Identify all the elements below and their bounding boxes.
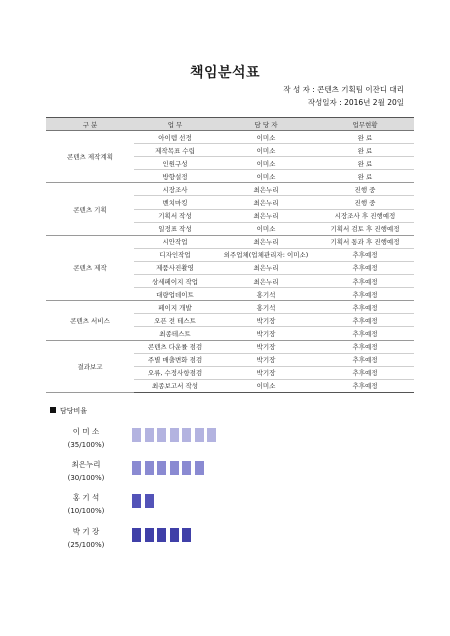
task-cell: 시안작업 [134,235,216,248]
owner-cell: 최은누리 [216,183,316,196]
ratio-bar-unit [170,461,179,475]
status-cell: 추후예정 [316,288,414,301]
category-cell: 콘텐츠 기획 [46,183,134,235]
header-status: 업무현황 [316,118,414,131]
status-cell: 추후예정 [316,261,414,274]
status-cell: 기획서 검토 후 진행예정 [316,222,414,235]
task-cell: 벤치마킹 [134,196,216,209]
status-cell: 완 료 [316,131,414,144]
owner-cell: 이미소 [216,379,316,392]
person-percent: (25/100%) [67,541,105,549]
category-cell: 결과보고 [46,340,134,392]
owner-cell: 최은누리 [216,235,316,248]
ratio-bar-unit [182,428,191,442]
table-row [46,131,414,144]
square-bullet-icon [50,407,56,413]
category-cell: 콘텐츠 제작계획 [46,131,134,183]
owner-cell: 홍기석 [216,288,316,301]
header-task: 업 무 [134,118,216,131]
ratio-bar-unit [195,461,204,475]
table-row [46,183,414,196]
status-cell: 추후예정 [316,275,414,288]
task-cell: 최종테스트 [134,327,216,340]
owner-cell: 외주업체(업체관리자: 이미소) [216,248,316,261]
ratio-bar-unit [207,428,216,442]
task-cell: 대량업데이트 [134,288,216,301]
person-name: 최은누리 [71,460,101,469]
task-cell: 오류, 수정사항점검 [134,366,216,379]
task-cell: 아이템 선정 [134,131,216,144]
status-cell: 추후예정 [316,301,414,314]
person-percent: (35/100%) [67,441,105,449]
owner-cell: 최은누리 [216,261,316,274]
status-cell: 추후예정 [316,327,414,340]
status-cell: 완 료 [316,144,414,157]
task-cell: 최종보고서 작성 [134,379,216,392]
person-label [46,426,126,449]
table-row [46,301,414,314]
task-cell: 인원구성 [134,157,216,170]
owner-cell: 최은누리 [216,275,316,288]
person-label [46,526,126,549]
status-cell: 추후예정 [316,248,414,261]
status-cell: 시장조사 후 진행예정 [316,209,414,222]
status-cell: 추후예정 [316,379,414,392]
status-cell: 추후예정 [316,366,414,379]
ratio-bar-unit [182,528,191,542]
task-cell: 오픈 전 테스트 [134,314,216,327]
status-cell: 기획서 통과 후 진행예정 [316,235,414,248]
responsibility-table [46,117,414,393]
date-line: 작성일자 : 2016년 2월 20일 [307,98,404,107]
owner-cell: 최은누리 [216,196,316,209]
owner-cell: 최은누리 [216,209,316,222]
category-cell: 콘텐츠 제작 [46,235,134,300]
task-cell: 디자인작업 [134,248,216,261]
ratio-bar-unit [195,428,204,442]
person-name: 박 기 장 [72,527,100,536]
author-line: 작 성 자 : 콘텐츠 기획팀 이잔디 대리 [283,85,404,94]
ratio-bar-unit [170,528,179,542]
owner-cell: 홍기석 [216,301,316,314]
ratio-bar-unit [182,461,191,475]
owner-cell: 박기장 [216,353,316,366]
person-percent: (30/100%) [67,474,105,482]
owner-cell: 이미소 [216,157,316,170]
table-header-row [46,118,414,131]
owner-cell: 이미소 [216,170,316,183]
header-owner: 담 당 자 [216,118,316,131]
owner-cell: 박기장 [216,314,316,327]
category-cell: 콘텐츠 서비스 [46,301,134,340]
status-cell: 진행 중 [316,183,414,196]
status-cell: 추후예정 [316,314,414,327]
task-cell: 시장조사 [134,183,216,196]
task-cell: 상세페이지 작업 [134,275,216,288]
owner-cell: 이미소 [216,131,316,144]
ratio-bar-unit [132,428,141,442]
task-cell: 제품사진촬영 [134,261,216,274]
status-cell: 추후예정 [316,353,414,366]
owner-cell: 박기장 [216,340,316,353]
person-name: 이 미 소 [72,427,100,436]
person-name: 홍 기 석 [72,493,100,502]
ratio-heading [50,406,87,416]
ratio-bar-unit [145,528,154,542]
ratio-bar-unit [145,494,154,508]
task-cell: 방향설정 [134,170,216,183]
ratio-heading-label: 담당비율 [60,407,88,415]
ratio-bar-unit [132,528,141,542]
table-body [46,131,414,393]
status-cell: 완 료 [316,157,414,170]
status-cell: 완 료 [316,170,414,183]
status-cell: 추후예정 [316,340,414,353]
ratio-bar-unit [132,461,141,475]
owner-cell: 이미소 [216,144,316,157]
table-row [46,235,414,248]
owner-cell: 이미소 [216,222,316,235]
task-cell: 일정표 작성 [134,222,216,235]
person-label [46,492,126,515]
owner-cell: 박기장 [216,327,316,340]
task-cell: 페이지 개발 [134,301,216,314]
ratio-bar-unit [132,494,141,508]
ratio-bar-unit [157,428,166,442]
ratio-bar-unit [157,461,166,475]
owner-cell: 박기장 [216,366,316,379]
task-cell: 제작목표 수립 [134,144,216,157]
header-category: 구 분 [46,118,134,131]
ratio-bar-unit [145,461,154,475]
ratio-bar-unit [170,428,179,442]
person-percent: (10/100%) [67,507,105,515]
task-cell: 콘텐츠 다운률 점검 [134,340,216,353]
document-title: 책임분석표 [189,65,261,81]
table-row [46,340,414,353]
status-cell: 진행 중 [316,196,414,209]
task-cell: 주별 매출변화 점검 [134,353,216,366]
task-cell: 기획서 작성 [134,209,216,222]
ratio-bar-unit [157,528,166,542]
person-label [46,459,126,482]
ratio-bar-unit [145,428,154,442]
